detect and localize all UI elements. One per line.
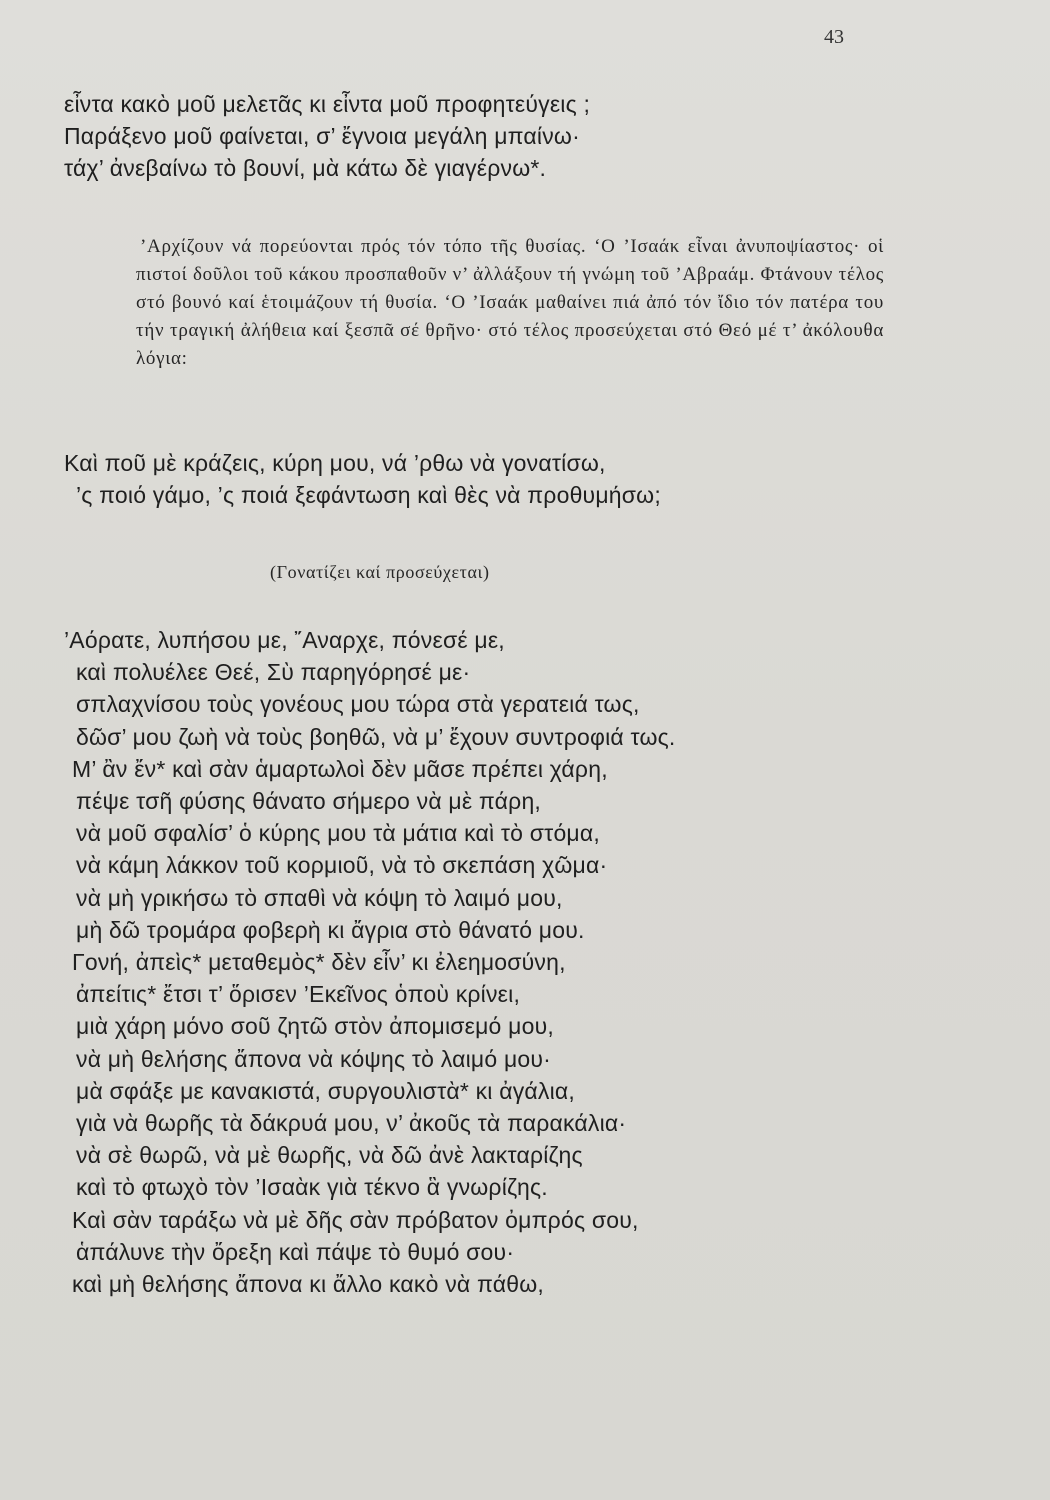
verse-line: μιὰ χάρη μόνο σοῦ ζητῶ στὸν ἀπομισεμό μου, xyxy=(76,1013,554,1040)
verse-line: ’Αόρατε, λυπήσου με, ῎Αναρχε, πόνεσέ με, xyxy=(64,627,505,653)
verse-line: νὰ μοῦ σφαλίσ’ ὁ κύρης μου τὰ μάτια καὶ τὸ στόμα, xyxy=(76,820,600,847)
stage-direction: (Γονατίζει καί προσεύχεται) xyxy=(270,562,490,582)
verse-line: νὰ μὴ γρικήσω τὸ σπαθὶ νὰ κόψη τὸ λαιμό μου, xyxy=(76,884,563,911)
verse-line: ’ς ποιό γάμο, ’ς ποιά ξεφάντωση καὶ θὲς νὰ προθυμήσω; xyxy=(76,482,661,508)
verse-line: ἀπείτις* ἔτσι τ’ ὅρισεν ’Εκεῖνος ὁποὺ κρίνει, xyxy=(76,981,521,1008)
verse-line: τάχ’ ἀνεβαίνω τὸ βουνί, μὰ κάτω δὲ γιαγέρνω*. xyxy=(64,155,547,181)
verse-stanza xyxy=(64,447,661,511)
prayer-verse xyxy=(64,624,675,1300)
verse-line: καὶ πολυέλεε Θεέ, Σὺ παρηγόρησέ με· xyxy=(76,659,471,686)
verse-line: Καὶ σὰν ταράξω νὰ μὲ δῆς σὰν πρόβατον ὀμπρός σου, xyxy=(72,1206,639,1233)
verse-line: δῶσ’ μου ζωὴ νὰ τοὺς βοηθῶ, νὰ μ’ ἔχουν συντροφιά τως. xyxy=(76,723,676,750)
opening-verse xyxy=(64,88,944,184)
verse-line: νὰ μὴ θελήσης ἄπονα νὰ κόψης τὸ λαιμό μου· xyxy=(76,1045,552,1072)
verse-line: νὰ κάμη λάκκον τοῦ κορμιοῦ, νὰ τὸ σκεπάση χῶμα· xyxy=(76,852,608,879)
verse-line: γιὰ νὰ θωρῆς τὰ δάκρυά μου, ν’ ἀκοῦς τὰ παρακάλια· xyxy=(76,1110,627,1137)
verse-line: Παράξενο μοῦ φαίνεται, σ’ ἔγνοια μεγάλη μπαίνω· xyxy=(64,123,580,149)
prose-paragraph: ’Αρχίζουν νά πορεύονται πρός τόν τόπο τῆς θυσίας. ‘Ο ’Ισαάκ εἶναι ἀνυποψίαστος· οἱ πιστοί δοῦλοι τοῦ κάκου προσπαθοῦν ν’ ἀλλάξουν τή γνώμη τοῦ ’Αβραάμ. Φτάνουν τέλος στό βουνό καί ἑτοιμάζουν τή θυσία. ‘Ο ’Ισαάκ μαθαίνει πιά ἀπό τόν ἴδιο τόν πατέρα του τήν τραγική ἀλήθεια καί ξεσπᾶ σέ θρῆνο· στό τέλος προσεύχεται στό Θεό μέ τ’ ἀκόλουθα λόγια: xyxy=(136,236,884,369)
verse-line: εἶντα κακὸ μοῦ μελετᾶς κι εἶντα μοῦ προφητεύγεις ; xyxy=(64,91,591,117)
page-number: 43 xyxy=(824,26,844,48)
verse-line: σπλαχνίσου τοὺς γονέους μου τώρα στὰ γερατειά τως, xyxy=(76,691,640,718)
verse-line: Καὶ ποῦ μὲ κράζεις, κύρη μου, νά ’ρθω νὰ γονατίσω, xyxy=(64,450,606,476)
verse-line: καὶ τὸ φτωχὸ τὸν ’Ισαὰκ γιὰ τέκνο ἃ γνωρίζης. xyxy=(76,1174,548,1201)
verse-line: ἁπάλυνε τὴν ὄρεξη καὶ πάψε τὸ θυμό σου· xyxy=(76,1238,515,1265)
verse-line: μὴ δῶ τρομάρα φοβερὴ κι ἄγρια στὸ θάνατό μου. xyxy=(76,916,585,943)
verse-line: νὰ σὲ θωρῶ, νὰ μὲ θωρῆς, νὰ δῶ ἀνὲ λακταρίζης xyxy=(76,1142,583,1169)
verse-line: πέψε τσῆ φύσης θάνατο σήμερο νὰ μὲ πάρη, xyxy=(76,788,542,815)
verse-line: καὶ μὴ θελήσης ἄπονα κι ἄλλο κακὸ νὰ πάθω, xyxy=(72,1271,544,1298)
verse-line: Μ’ ἂν ἔν* καὶ σὰν ἁμαρτωλοὶ δὲν μᾶσε πρέπει χάρη, xyxy=(72,755,608,782)
verse-line: Γονή, ἀπεὶς* μεταθεμὸς* δὲν εἶν’ κι ἐλεημοσύνη, xyxy=(72,949,566,976)
verse-line: μὰ σφάξε με κανακιστά, συργουλιστὰ* κι ἀγάλια, xyxy=(76,1077,575,1104)
